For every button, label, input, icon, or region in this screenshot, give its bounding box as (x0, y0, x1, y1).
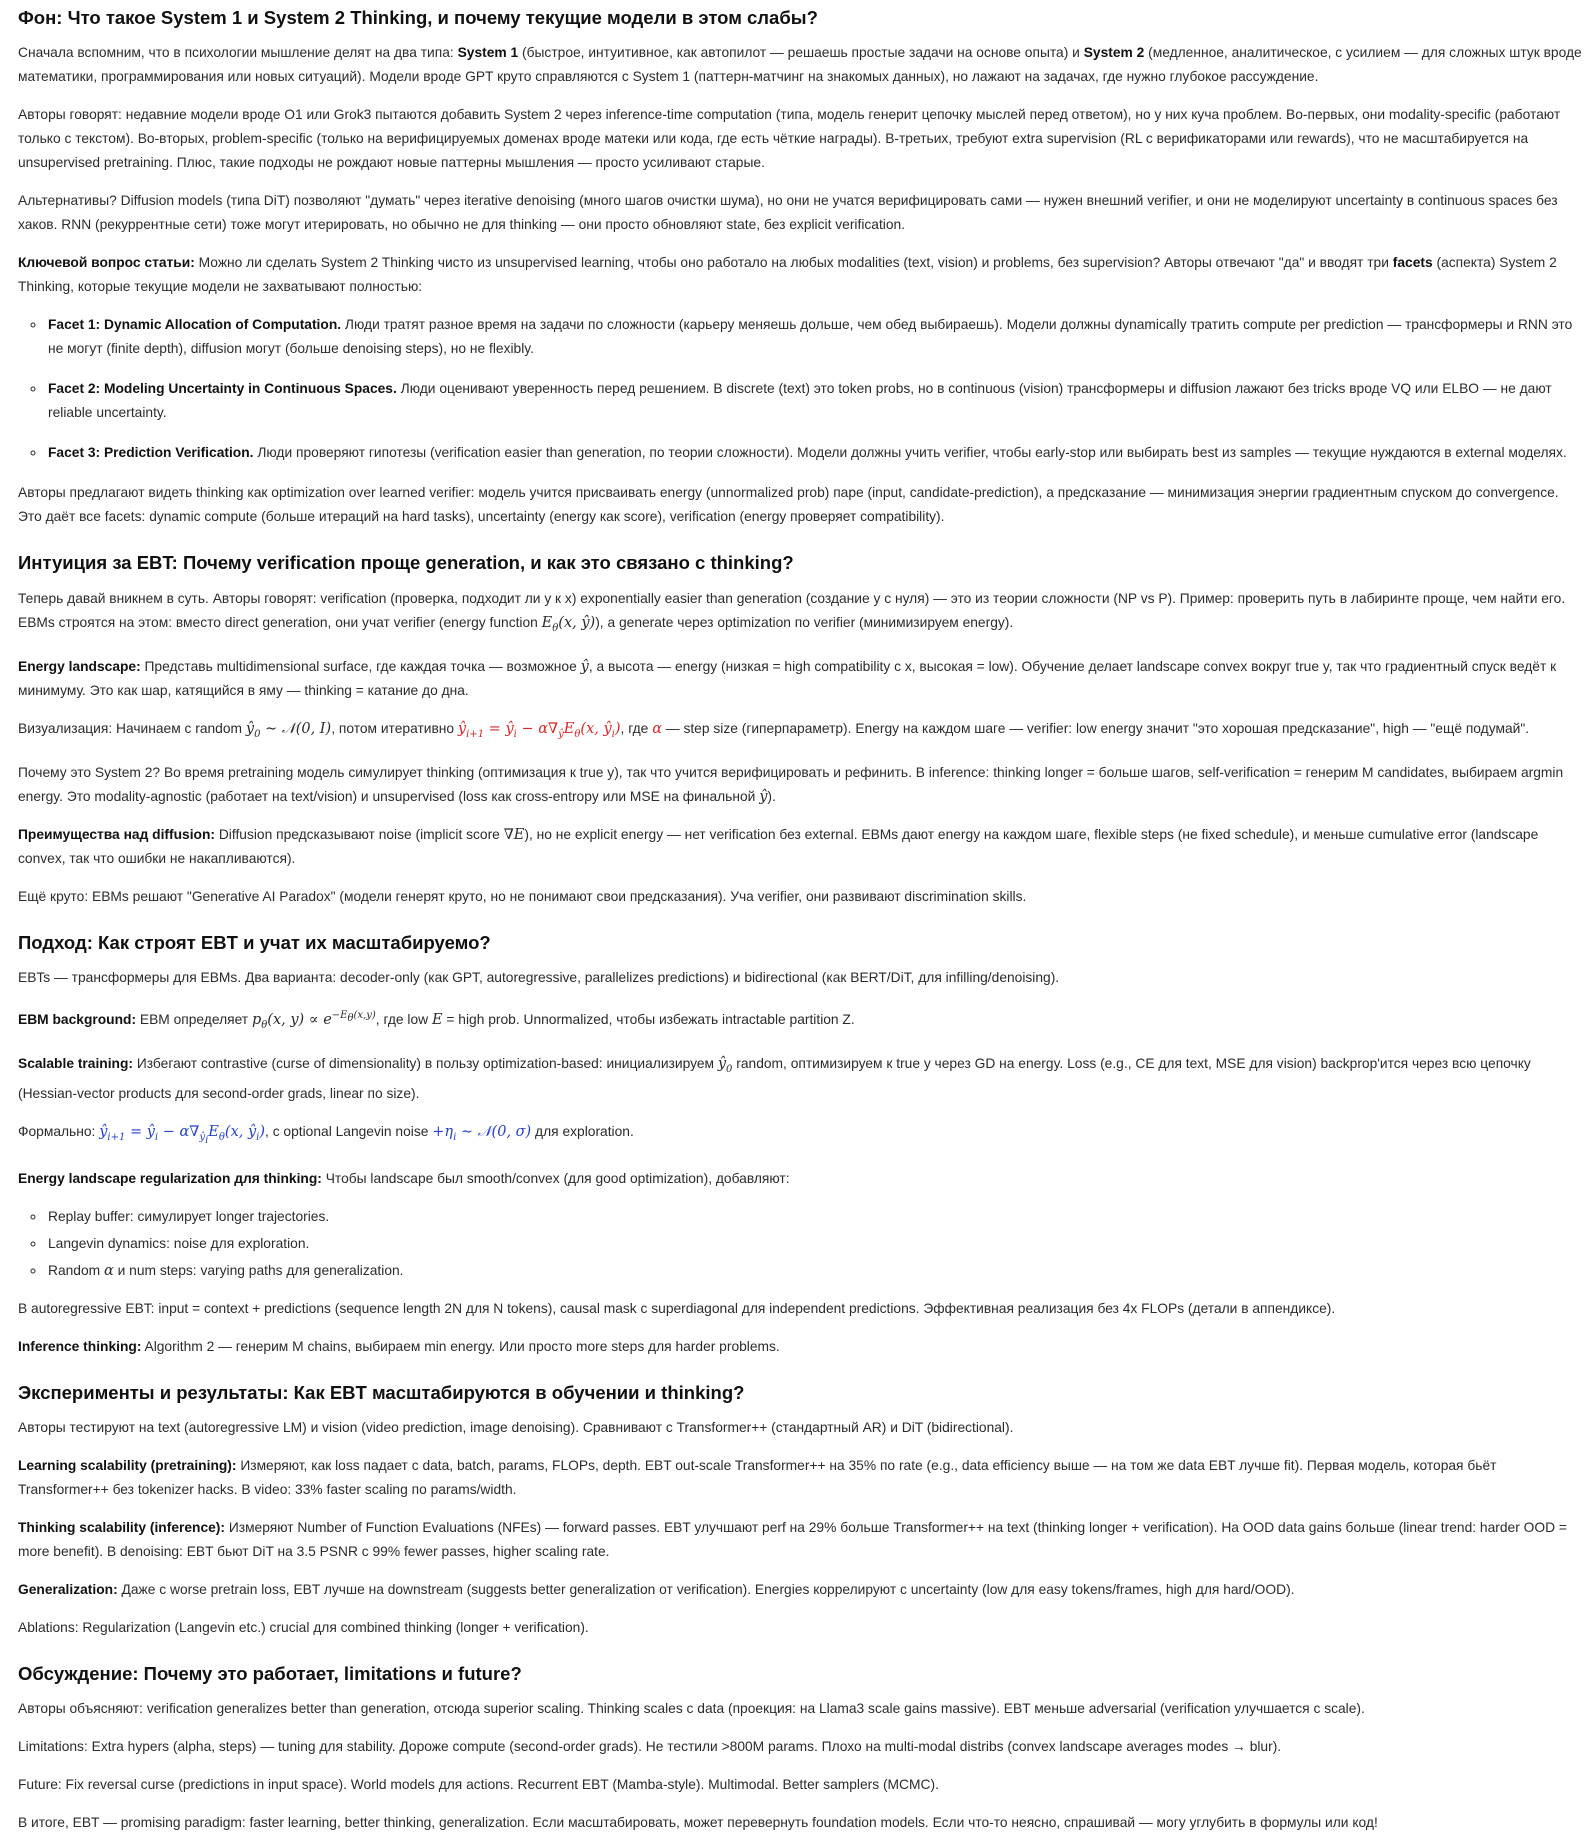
text: (медленное, аналитическое, с усилием — для сложных штук вроде математики, программирования или новых ситуаций). Модели вроде GPT круто справляются с System 1 (паттерн-матчинг на знакомых данных), но лажают на задачах, где нужно глубокое рассуждение. (18, 45, 1582, 85)
paragraph: Авторы говорят: недавние модели вроде O1 или Grok3 пытаются добавить System 2 через inference-time computation (типа, модель генерит цепочку мыслей перед ответом), но у них куча проблем. Во-первых, они modality-specific (работают только с текстом). Во-вторых, problem-specific (только на верифицируемых доменах вроде матеки или кода, где есть чёткие награды). В-третьих, требуют extra supervision (RL с верификаторами или rewards), что не масштабируется на unsupervised pretraining. Плюс, такие подходы не рождают новые паттерны мышления — просто усиливают старые. (18, 107, 1561, 171)
paragraph (18, 41, 1583, 89)
text: , где low (375, 1011, 432, 1027)
list-item: ◦ Langevin dynamics: noise для exploration. (46, 1232, 1583, 1256)
paragraph: Авторы объясняют: verification generalizes better than generation, отсюда superior scaling. Thinking scales с data (проекция: на Llama3 scale gains massive). EBT меньше adversarial (verification улучшается с scale). (18, 1701, 1365, 1717)
paragraph (18, 1454, 1583, 1502)
section-title-intuition: Интуиция за EBT: Почему verification проще generation, и как это связано с thinking? (18, 552, 794, 574)
text: Даже с worse pretrain loss, EBT лучше на downstream (suggests better generalization от verification). Energies коррелируют с uncertainty (low для easy tokens/frames, high для hard/OOD). (117, 1581, 1295, 1597)
paragraph: Авторы предлагают видеть thinking как optimization over learned verifier: модель учится присваивать energy (unnormalized prob) паре (input, candidate-prediction), а предсказание — минимизация энергии градиентным спуском до convergence. Это даёт все facets: dynamic compute (больше итераций на hard tasks), uncertainty (energy как score), verification (energy проверяет compatibility). (18, 485, 1559, 525)
paragraph: EBTs — трансформеры для EBMs. Два варианта: decoder-only (как GPT, autoregressive, parallelizes predictions) и bidirectional (как BERT/DiT, для infilling/denoising). (18, 970, 1060, 985)
text: random, оптимизируем к true y через GD на energy. Loss (e.g., CE для text, MSE для vision) backprop'ится через всю цепочку (Hessian-vector products для second-order grads, linear по size). (18, 1055, 1531, 1101)
math-init: $ŷ_0$ ∼ 𝒩(0, I) (245, 720, 332, 740)
text: — step size (гиперпараметр). Energy на каждом шаге — verifier: low energy значит "это хорошая предсказание", high — "ещё подумай". (661, 720, 1530, 736)
paragraph: Future: Fix reversal curse (predictions in input space). World models для actions. Recurrent EBT (Mamba-style). Multimodal. Better samplers (MCMC). (18, 1777, 939, 1793)
bold-text: Inference thinking: (18, 1338, 142, 1354)
paragraph: Альтернативы? Diffusion models (типа DiT) позволяют "думать" через iterative denoising (много шагов очистки шума), но они не учатся верифицировать сами — нужен внешний verifier, и они не моделируют uncertainty в continuous spaces без хаков. RNN (рекуррентные сети) тоже могут итерировать, но обычно не для thinking — они просто обновляют state, без explicit verification. (18, 193, 1558, 233)
list-item (46, 441, 1583, 465)
math-y-hat: ŷ (759, 788, 768, 805)
paragraph (18, 823, 1583, 871)
math-e: E (431, 1011, 443, 1028)
paragraph (18, 1167, 1583, 1191)
list-item (46, 313, 1583, 361)
bold-text: EBM background: (18, 1011, 137, 1027)
text: Измеряют, как loss падает с data, batch, params, FLOPs, depth. EBT out-scale Transformer++ на 35% по rate (e.g., data efficiency выше — на том же data EBT лучше fit). Первая модель, которая бьёт Transformer++ без tokenizer hacks. В video: 33% faster scaling по params/width. (18, 1457, 1497, 1497)
bold-text: Ключевой вопрос статьи: (18, 255, 195, 271)
text: Представь multidimensional surface, где каждая точка — возможное (140, 658, 581, 674)
text: , а высота — energy (низкая = high compatibility с x, высокая = low). Обучение делает landscape convex вокруг true y, так что градиентный спуск ведёт к минимуму. Это как шар, катящийся в яму — thinking = катание до дна. (18, 658, 1557, 698)
bold-text: facets (1392, 255, 1433, 271)
text: Сначала вспомним, что в психологии мышление делят на два типа: (18, 45, 458, 61)
text: Люди тратят разное время на задачи по сложности (карьеру меняешь дольше, чем обед выбираешь). Модели должны dynamically тратить compute per prediction — трансформеры и RNN это не могут (finite depth), diffusion могут (больше denoising steps), но не flexibly. (48, 317, 1573, 357)
bold-text: System 1 (457, 45, 519, 61)
paragraph: Ещё круто: EBMs решают "Generative AI Paradox" (модели генерят круто, но не понимают свои предсказания). Уча verifier, они развивают discrimination skills. (18, 888, 1027, 904)
text: , где (620, 720, 653, 736)
text: , с optional Langevin noise (265, 1123, 433, 1139)
list-item (46, 377, 1583, 425)
paragraph: Limitations: Extra hypers (alpha, steps) — tuning для stability. Дороже compute (second-order grads). Не тестили >800M params. Плохо на multi-modal distribs (convex landscape averages modes → blur). (18, 1739, 1282, 1755)
math-langevin-noise: $+\eta_i$ ∼ 𝒩(0, σ) (432, 1123, 532, 1143)
text: Люди проверяют гипотезы (verification easier than generation, по теории сложности). Модели должны учить verifier, чтобы early-stop или выбирать best из samples — текущие нуждаются в external моделях. (253, 445, 1567, 461)
bold-text: Learning scalability (pretraining): (18, 1457, 237, 1473)
math-energy-function: $E_\theta(x$, ŷ) (541, 614, 596, 634)
paragraph (18, 251, 1583, 299)
bold-text: Scalable training: (18, 1055, 134, 1071)
section-title-background: Фон: Что такое System 1 и System 2 Thinking, и почему текущие модели в этом слабы? (18, 7, 818, 28)
bold-text: System 2 (1083, 45, 1145, 61)
math-update-formal: $ŷ_{i+1}$ = $ŷ_i - \alpha\nabla_{ŷ_i}E_\theta(x$, $ŷ_i$) (99, 1123, 266, 1146)
section-title-discussion: Обсуждение: Почему это работает, limitations и future? (18, 1662, 522, 1684)
bold-text: Thinking scalability (inference): (18, 1519, 225, 1535)
math-y-hat: ŷ (580, 658, 589, 675)
paragraph (18, 1516, 1583, 1564)
paragraph (18, 1052, 1583, 1106)
math-grad-e: ∇E (503, 826, 525, 843)
bold-text: Facet 3: Prediction Verification. (48, 445, 254, 461)
text: ), а generate через optimization по verifier (минимизируем energy). (595, 614, 1014, 630)
bold-text: Преимущества над diffusion: (18, 826, 215, 842)
paragraph: В autoregressive EBT: input = context + predictions (sequence length 2N для N tokens), causal mask с superdiagonal для independent predictions. Эффективная реализация без 4x FLOPs (детали в аппендиксе). (18, 1300, 1336, 1316)
text: = high prob. Unnormalized, чтобы избежать intractable partition Z. (442, 1011, 855, 1027)
facet-list (18, 313, 1583, 465)
text: Algorithm 2 — генерим M chains, выбираем min energy. Или просто more steps для harder problems. (141, 1338, 780, 1354)
paragraph: В итоге, EBT — promising paradigm: faster learning, better thinking, generalization. Если масштабировать, может перевернуть foundation models. Если что-то неясно, спрашивай — могу углубить в формулы или код! (18, 1815, 1378, 1831)
math-y0: $ŷ_0$ (717, 1055, 733, 1075)
list-item: ◦ Replay buffer: симулирует longer trajectories. (46, 1205, 1583, 1229)
paragraph (18, 1004, 1583, 1038)
bold-text: Facet 1: Dynamic Allocation of Computation. (48, 317, 342, 333)
bold-text: Facet 2: Modeling Uncertainty in Continuous Spaces. (48, 381, 397, 397)
paragraph: Ablations: Regularization (Langevin etc.) crucial для combined thinking (longer + verification). (18, 1619, 589, 1635)
bold-text: Energy landscape regularization для thinking: (18, 1170, 322, 1186)
text: Теперь давай вникнем в суть. Авторы говорят: verification (проверка, подходит ли y к x) exponentially easier than generation (создание y с нуля) — это из теории сложности (NP vs P). Пример: проверить путь в лабиринте проще, чем найти его. EBMs строятся на этом: вместо direct generation, они учат verifier (energy function (18, 590, 1566, 630)
text: Почему это System 2? Во время pretraining модель симулирует thinking (оптимизация к true y), так что учится верифицировать и рефинить. В inference: thinking longer = больше шагов, self-verification = генерим M candidates, выбираем argmin energy. Это modality-agnostic (работает на text/vision) и unsupervised (loss как cross-entropy или MSE на финальной (18, 764, 1564, 804)
text: ). (767, 788, 776, 804)
text: (быстрое, интуитивное, как автопилот — решаешь простые задачи на основе опыта) и (518, 45, 1084, 61)
bold-text: Generalization: (18, 1581, 118, 1597)
text: EBM определяет (136, 1011, 252, 1027)
text: Люди оценивают уверенность перед решением. В discrete (text) это token probs, но в continuous (vision) трансформеры и diffusion лажают без tricks вроде VQ или ELBO — не дают reliable uncertainty. (48, 381, 1552, 421)
text: Чтобы landscape был smooth/convex (для good optimization), добавляют: (321, 1170, 790, 1186)
text: ), но не explicit energy — нет verification без external. EBMs дают energy на каждом шаге, flexible steps (не fixed schedule), и меньше cumulative error (landscape convex, так что ошибки не накапливаются). (18, 826, 1539, 866)
math-alpha: α (103, 1262, 114, 1279)
paragraph (18, 1335, 1583, 1359)
text: Можно ли сделать System 2 Thinking чисто из unsupervised learning, чтобы оно работало на любых modalities (text, vision) и problems, без supervision? Авторы отвечают "да" и вводят три (194, 255, 1393, 271)
math-alpha: α (652, 720, 662, 737)
text: Diffusion предсказывают noise (implicit score (215, 826, 504, 842)
text: для exploration. (531, 1123, 634, 1139)
paragraph: Авторы тестируют на text (autoregressive LM) и vision (video prediction, image denoising). Сравнивают с Transformer++ (стандартный AR) и DiT (bidirectional). (18, 1419, 1014, 1435)
bold-text: Energy landscape: (18, 658, 141, 674)
text: Измеряют Number of Function Evaluations (NFEs) — forward passes. EBT улучшают perf на 29% больше Transformer++ на text (thinking longer + verification). На OOD data gains больше (linear trend: harder OOD = more benefit). В denoising: EBT бьют DiT на 3.5 PSNR с 99% fewer passes, higher scaling rate. (18, 1519, 1567, 1559)
text: Визуализация: Начинаем с random (18, 720, 246, 736)
section-title-approach: Подход: Как строят EBT и учат их масштабируемо? (18, 931, 491, 953)
text: и num steps: varying paths для generalization. (113, 1262, 404, 1278)
regularization-list (18, 1205, 1583, 1283)
text: (аспекта) System 2 Thinking, которые текущие модели не захватывают полностью: (18, 255, 1557, 295)
list-item (46, 1259, 1583, 1283)
text: Random (48, 1262, 104, 1278)
text: , потом итеративно (331, 720, 458, 736)
paragraph (18, 761, 1583, 809)
paragraph (18, 655, 1583, 703)
paragraph (18, 1120, 1583, 1153)
paragraph (18, 717, 1583, 747)
math-ebm-density: $p_\theta(x$, $y) \propto e^{-E_\theta(x,y)}$ (251, 1010, 376, 1031)
math-update-rule: $ŷ_{i+1}$ = $ŷ_i - \alpha\nabla_ŷE_\theta(x$, $ŷ_i$) (457, 720, 621, 740)
section-title-experiments: Эксперименты и результаты: Как EBT масштабируются в обучении и thinking? (18, 1381, 745, 1403)
paragraph (18, 587, 1583, 641)
text: Формально: (18, 1123, 100, 1139)
paragraph (18, 1578, 1583, 1602)
text: Избегают contrastive (curse of dimensionality) в пользу optimization-based: инициализируем (133, 1055, 718, 1071)
